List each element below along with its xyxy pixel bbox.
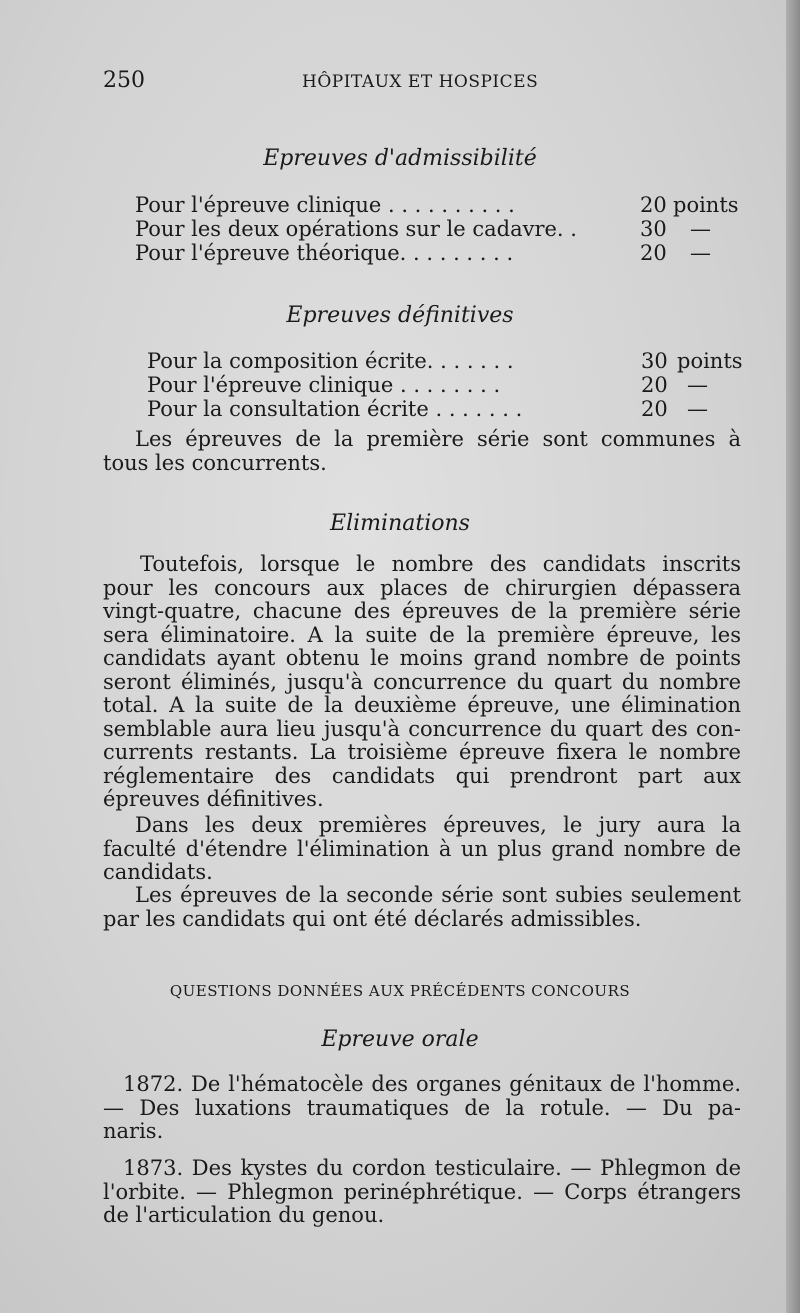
text-line: par les candidats qui ont été déclarés admissibles. xyxy=(103,906,642,931)
questions-title: QUESTIONS DONNÉES AUX PRÉCÉDENTS CONCOURS xyxy=(169,982,631,1000)
text-line: Les épreuves de la première série sont communes à xyxy=(135,427,741,451)
score-row xyxy=(135,193,740,217)
text-line: candidats. xyxy=(103,860,213,884)
text-line: Dans les deux premières épreuves, le jury aura la xyxy=(135,813,741,837)
text-line: — Des luxations traumatiques de la rotule. — Du pa- xyxy=(103,1095,741,1120)
score-row xyxy=(135,217,740,241)
score-row xyxy=(147,397,740,421)
score-value: 20 xyxy=(641,397,668,421)
text-line: semblable aura lieu jusqu'à concurrence du quart des con- xyxy=(103,716,741,741)
text-line: seront éliminés, jusqu'à concurrence du quart du nombre xyxy=(103,669,741,694)
text-line: 1872. De l'hématocèle des organes génitaux de l'homme. xyxy=(123,1072,741,1096)
score-value: 20 xyxy=(641,373,668,397)
text-line: épreuves définitives. xyxy=(103,787,324,811)
question-1872 xyxy=(103,1073,741,1144)
text-line: de l'articulation du genou. xyxy=(103,1203,385,1227)
eliminations-paragraph-1 xyxy=(103,553,741,812)
score-unit: — xyxy=(690,241,711,265)
text-line: pour les concours aux places de chirurgien dépassera xyxy=(103,575,741,600)
score-label: Pour l'épreuve clinique . . . . . . . . xyxy=(147,373,501,397)
eliminations-paragraph-3 xyxy=(103,884,741,931)
running-title: HÔPITAUX ET HOSPICES xyxy=(302,72,539,92)
score-unit: — xyxy=(690,217,711,241)
question-1873 xyxy=(103,1157,741,1228)
definitives-title: Epreuves définitives xyxy=(286,303,514,328)
score-value: 20 xyxy=(640,241,667,265)
text-line: vingt-quatre, chacune des épreuves de la première série xyxy=(103,599,741,623)
score-row xyxy=(147,349,743,373)
page-edge xyxy=(786,0,800,1313)
score-label: Pour l'épreuve clinique . . . . . . . . . . xyxy=(135,193,515,217)
text-line: candidats ayant obtenu le moins grand nombre de points xyxy=(103,646,741,670)
score-row xyxy=(135,241,740,265)
questions-subtitle: Epreuve orale xyxy=(321,1027,479,1052)
score-value: 30 xyxy=(640,217,667,241)
score-label: Pour la consultation écrite . . . . . . . xyxy=(147,397,523,421)
text-line: l'orbite. — Phlegmon perinéphrétique. — Corps étrangers xyxy=(103,1179,741,1204)
admissibilite-title: Epreuves d'admissibilité xyxy=(263,146,537,171)
note-paragraph xyxy=(103,428,741,475)
score-unit: — xyxy=(687,373,708,397)
score-unit: — xyxy=(687,397,708,421)
eliminations-paragraph-2 xyxy=(103,814,741,885)
text-line: tous les concurrents. xyxy=(103,450,327,475)
text-line: réglementaire des candidats qui prendront part aux xyxy=(103,763,741,788)
text-line: total. A la suite de la deuxième épreuve, une élimination xyxy=(103,693,741,717)
score-label: Pour la composition écrite. . . . . . . xyxy=(147,349,514,373)
text-line: 1873. Des kystes du cordon testiculaire. — Phlegmon de xyxy=(123,1156,741,1180)
score-unit: points xyxy=(673,193,739,217)
text-line: faculté d'étendre l'élimination à un plus grand nombre de xyxy=(103,836,741,861)
text-line: sera éliminatoire. A la suite de la première épreuve, les xyxy=(103,622,741,647)
text-line: Les épreuves de la seconde série sont subies seulement xyxy=(135,883,741,907)
score-value: 30 xyxy=(641,349,668,373)
score-label: Pour l'épreuve théorique. . . . . . . . . xyxy=(135,241,514,265)
eliminations-title: Eliminations xyxy=(330,511,470,536)
text-line: currents restants. La troisième épreuve fixera le nombre xyxy=(103,740,741,764)
page-number: 250 xyxy=(103,68,145,93)
score-value: 20 xyxy=(640,193,667,217)
score-label: Pour les deux opérations sur le cadavre. . xyxy=(135,217,577,241)
text-line: Toutefois, lorsque le nombre des candidats inscrits xyxy=(140,552,741,576)
score-unit: points xyxy=(677,349,743,373)
score-row xyxy=(147,373,740,397)
text-line: naris. xyxy=(103,1119,164,1143)
